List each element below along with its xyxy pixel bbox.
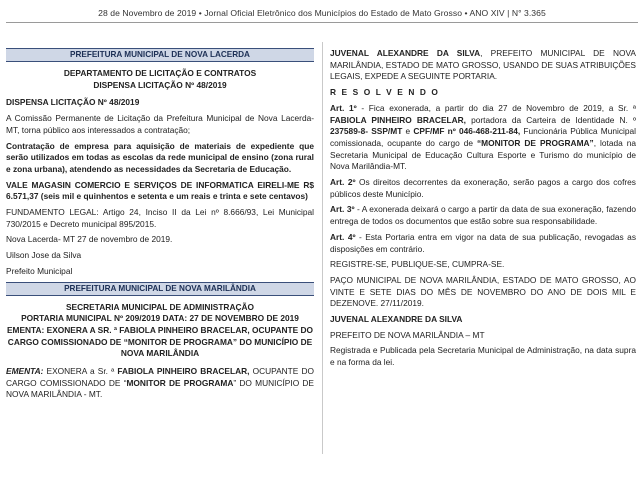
ementa-text-2: OCUPANTE DO CARGO COMISSIONADO DE “	[6, 366, 314, 388]
date-line: Nova Lacerda- MT 27 de novembro de 2019.	[6, 234, 173, 245]
article-1-text-c: e	[402, 126, 414, 137]
ementa-name: FABIOLA PINHEIRO BRACELAR,	[117, 366, 250, 377]
ementa-text-1: EXONERA a Sr. ª	[43, 366, 118, 377]
department-heading	[6, 68, 314, 91]
ementa-role: MONITOR DE PROGRAMA	[126, 377, 234, 388]
signer-name: Uilson Jose da Silva	[6, 250, 82, 261]
object-paragraph: Contratação de empresa para aquisição de materiais de expediente que serão utilizados em todas as escolas da rede municipal de ensino (zona rural e zona urbana), atendendo as necessidades da Secretaria de Educação.	[6, 140, 314, 174]
signer-role: Prefeito Municipal	[6, 265, 73, 276]
article-4-label: Art. 4º	[330, 231, 356, 242]
article-4-text: - Esta Portaria entra em vigor na data de sua publicação, revogadas as disposições em contrário.	[330, 231, 636, 254]
section-bar-nova-lacerda: PREFEITURA MUNICIPAL DE NOVA LACERDA	[6, 48, 314, 62]
signature-name: JUVENAL ALEXANDRE DA SILVA	[330, 314, 463, 325]
journal-header: 28 de Novembro de 2019 • Jornal Oficial Eletrônico dos Municípios do Estado de Mato Grosso • ANO XIV | N° 3.365	[6, 4, 638, 23]
article-1-text-a: - Fica exonerada, a partir do dia 27 de Novembro de 2019, a Sr. ª	[356, 102, 636, 113]
right-column	[330, 48, 636, 373]
article-2-label: Art. 2º	[330, 177, 356, 188]
article-1-text-b: portadora da Carteira de Identidade N. º	[465, 114, 636, 125]
article-3	[330, 204, 636, 227]
portaria-heading	[6, 302, 314, 361]
portaria-line: PORTARIA MUNICIPAL Nº 209/2019 DATA: 27 DE NOVEMBRO DE 2019 EMENTA: EXONERA A SR. ª FABIOLA PINHEIRO BRACELAR, OCUPANTE DO CARGO COMISSIONADO DE “MONITOR DE PROGRAMA” DO MUNICÍPIO DE NOVA MARILÂNDIA	[6, 313, 314, 359]
ementa-paragraph	[6, 366, 314, 401]
article-1-role: “MONITOR DE PROGRAMA”	[476, 137, 594, 148]
department-line-2: DISPENSA LICITAÇÃO Nº 48/2019	[93, 79, 227, 90]
article-1-label: Art. 1º	[330, 102, 357, 113]
portaria-intro	[330, 48, 636, 83]
secretaria-line: SECRETARIA MUNICIPAL DE ADMINISTRAÇÃO	[65, 301, 255, 312]
column-divider	[322, 42, 323, 454]
paco-paragraph: PAÇO MUNICIPAL DE NOVA MARILÂNDIA, ESTADO DE MATO GROSSO, AO VINTE E SETE DIAS DO MÊS DE NOVEMBRO DO ANO DE DOIS MIL E DEZENOVE. 27/11/2019.	[330, 274, 636, 309]
legal-paragraph: FUNDAMENTO LEGAL: Artigo 24, Inciso II da Lei nº 8.666/93, Lei Municipal 730/2015 e Decreto municipal 895/2015.	[6, 207, 314, 229]
registre-line: REGISTRE-SE, PUBLIQUE-SE, CUMPRA-SE.	[330, 259, 505, 270]
article-2-text: Os direitos decorrentes da exoneração, serão pagos a cargo dos cofres públicos deste Município.	[330, 177, 636, 199]
section-bar-nova-marilandia: PREFEITURA MUNICIPAL DE NOVA MARILÂNDIA	[6, 282, 314, 296]
registrada-paragraph: Registrada e Publicada pela Secretaria Municipal de Administração, na data supra e na forma da lei.	[330, 345, 636, 368]
department-line-1: DEPARTAMENTO DE LICITAÇÃO E CONTRATOS	[63, 68, 257, 78]
intro-text: , PREFEITO MUNICIPAL DE NOVA MARILÂNDIA, ESTADO DE MATO GROSSO, USANDO DE SUAS ATRIBUIÇÕES LEGAIS, EXPEDE A SEGUINTE PORTARIA.	[330, 48, 636, 82]
ementa-label: EMENTA:	[6, 366, 44, 377]
dispensa-title: DISPENSA LICITAÇÃO Nº 48/2019	[6, 97, 140, 108]
resolvendo-heading: R E S O L V E N D O	[330, 87, 440, 98]
mayor-name: JUVENAL ALEXANDRE DA SILVA	[330, 48, 481, 58]
article-1-name: FABIOLA PINHEIRO BRACELAR,	[330, 114, 466, 125]
left-column	[6, 48, 314, 405]
company-paragraph: VALE MAGASIN COMERCIO E SERVIÇOS DE INFORMATICA EIRELI-ME R$ 6.571,37 (seis mil e quinhentos e setenta e um reais e trinta e sete centavos)	[6, 179, 314, 202]
signature-role: PREFEITO DE NOVA MARILÂNDIA – MT	[330, 329, 485, 340]
article-2	[330, 177, 636, 200]
article-3-label: Art. 3º	[330, 204, 355, 215]
intro-paragraph: A Comissão Permanente de Licitação da Prefeitura Municipal de Nova Lacerda- MT, torna público aos interessados a contratação;	[6, 113, 314, 135]
article-3-text: - A exonerada deixará o cargo a partir da data de sua exoneração, fazendo entrega de todos os documentos que estão sobre sua responsabilidade.	[330, 204, 636, 227]
article-1-cpf: CPF/MF nº 046-468-211-84,	[413, 126, 521, 137]
article-1-text-d: Funcionária Pública Municipal comissionada, ocupante do cargo de	[330, 126, 637, 148]
ementa-text-3: ” DO MUNICÍPIO DE NOVA MARILÂNDIA - MT.	[6, 377, 314, 400]
article-4	[330, 232, 636, 255]
article-1	[330, 103, 636, 173]
article-1-rg: 237589-8- SSP/MT	[330, 126, 403, 137]
article-1-text-e: , lotada na Secretaria Municipal de Educação Cultura Esporte e Turismo do município de Nova Marilândia-MT.	[330, 137, 636, 172]
